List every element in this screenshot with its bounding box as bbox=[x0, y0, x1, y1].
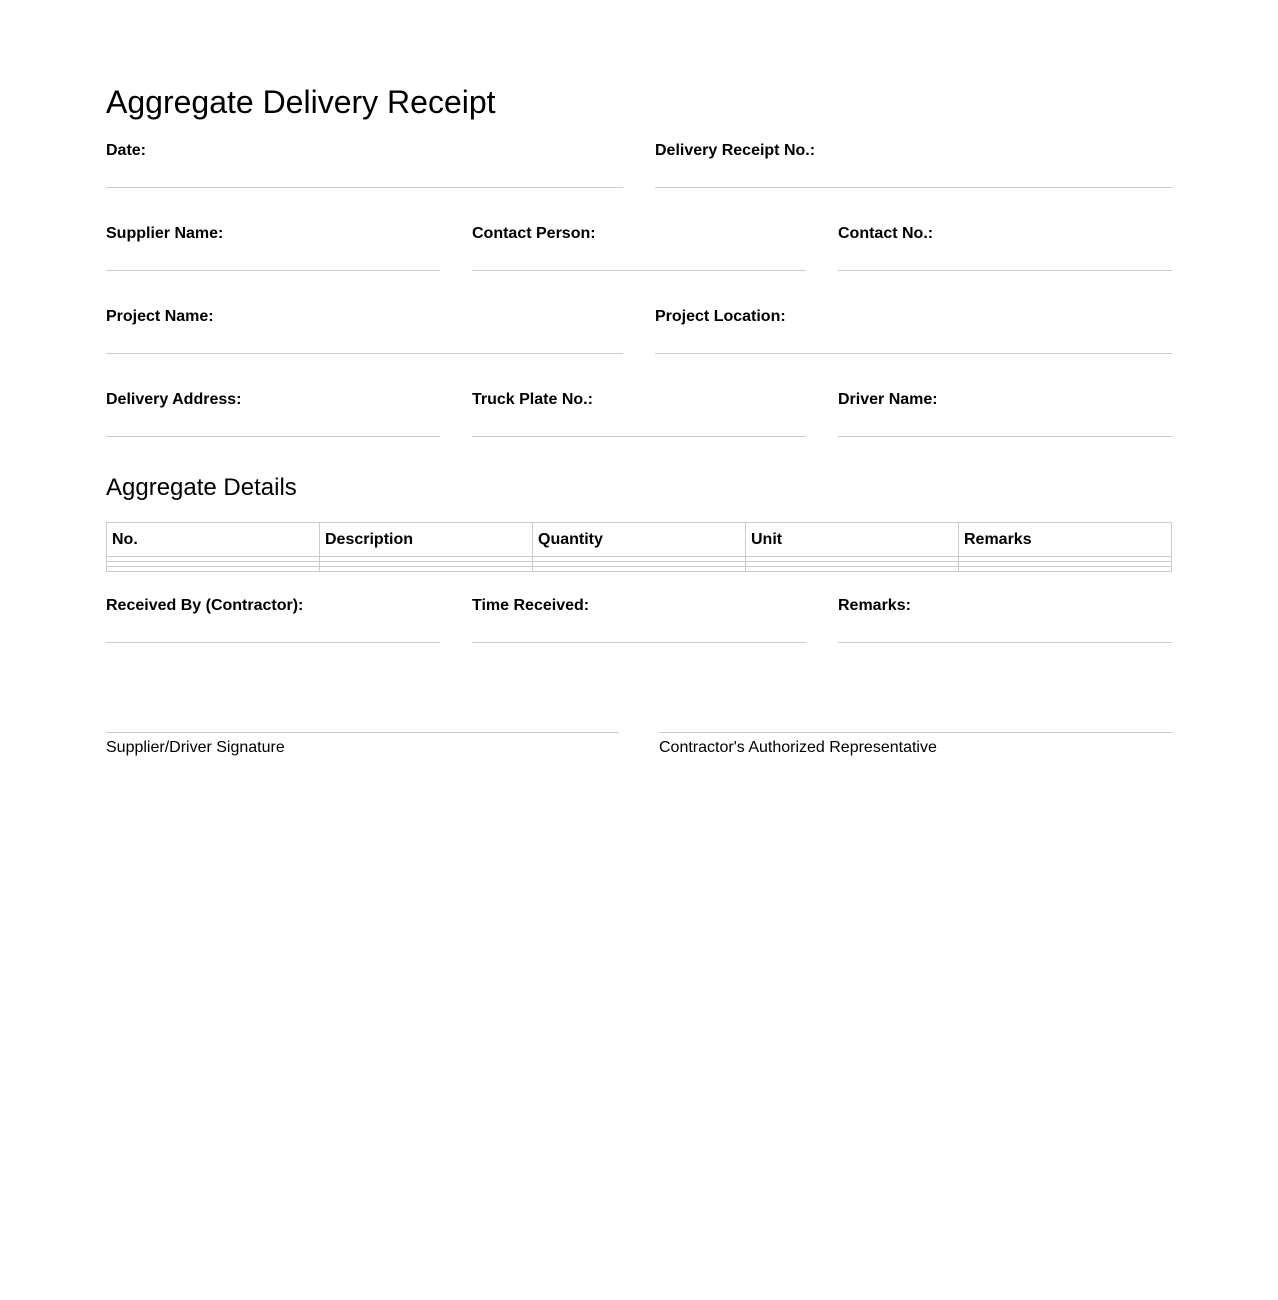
details-heading: Aggregate Details bbox=[106, 474, 297, 501]
project-location-input[interactable] bbox=[655, 330, 1172, 352]
driver-name-field bbox=[838, 391, 1172, 439]
supplier-name-input[interactable] bbox=[106, 247, 440, 269]
row-date-receipt bbox=[106, 142, 1172, 190]
received-by-input[interactable] bbox=[106, 619, 440, 641]
remarks-label: Remarks: bbox=[838, 597, 911, 614]
time-received-underline bbox=[472, 642, 806, 643]
receipt-no-underline bbox=[655, 187, 1172, 188]
column-header-no: No. bbox=[107, 523, 320, 557]
column-header-description: Description bbox=[320, 523, 533, 557]
delivery-address-input[interactable] bbox=[106, 413, 440, 435]
project-name-input[interactable] bbox=[106, 330, 623, 352]
table-row bbox=[107, 567, 1172, 572]
contact-no-field bbox=[838, 225, 1172, 273]
column-header-remarks: Remarks bbox=[959, 523, 1172, 557]
driver-name-input[interactable] bbox=[838, 413, 1172, 435]
delivery-address-underline bbox=[106, 436, 440, 437]
row-project bbox=[106, 308, 1172, 356]
delivery-address-field bbox=[106, 391, 440, 439]
date-field bbox=[106, 142, 623, 190]
receipt-no-label: Delivery Receipt No.: bbox=[655, 142, 816, 159]
table-cell[interactable] bbox=[746, 567, 959, 572]
contact-no-input[interactable] bbox=[838, 247, 1172, 269]
contact-person-field bbox=[472, 225, 806, 273]
table-cell[interactable] bbox=[107, 567, 320, 572]
supplier-name-label: Supplier Name: bbox=[106, 225, 224, 242]
row-delivery bbox=[106, 391, 1172, 439]
receipt-no-field bbox=[655, 142, 1172, 190]
row-receipt bbox=[106, 597, 1172, 645]
column-header-unit: Unit bbox=[746, 523, 959, 557]
supplier-name-underline bbox=[106, 270, 440, 271]
table-cell[interactable] bbox=[320, 567, 533, 572]
supplier-signature-line: Supplier/Driver Signature bbox=[106, 732, 619, 757]
project-location-label: Project Location: bbox=[655, 308, 786, 325]
project-name-label: Project Name: bbox=[106, 308, 214, 325]
contact-no-label: Contact No.: bbox=[838, 225, 934, 242]
delivery-address-label: Delivery Address: bbox=[106, 391, 242, 408]
row-supplier bbox=[106, 225, 1172, 273]
contractor-signature-line: Contractor's Authorized Representative bbox=[659, 732, 1172, 757]
date-input[interactable] bbox=[106, 164, 623, 186]
table-cell[interactable] bbox=[959, 567, 1172, 572]
truck-plate-label: Truck Plate No.: bbox=[472, 391, 593, 408]
contact-person-label: Contact Person: bbox=[472, 225, 596, 242]
remarks-input[interactable] bbox=[838, 619, 1172, 641]
remarks-underline bbox=[838, 642, 1172, 643]
truck-plate-underline bbox=[472, 436, 806, 437]
signature-section bbox=[106, 732, 1172, 757]
contact-person-input[interactable] bbox=[472, 247, 806, 269]
time-received-field bbox=[472, 597, 806, 645]
supplier-name-field bbox=[106, 225, 440, 273]
received-by-field bbox=[106, 597, 440, 645]
table-cell[interactable] bbox=[533, 567, 746, 572]
contact-person-underline bbox=[472, 270, 806, 271]
project-name-underline bbox=[106, 353, 623, 354]
truck-plate-field bbox=[472, 391, 806, 439]
date-underline bbox=[106, 187, 623, 188]
receipt-no-input[interactable] bbox=[655, 164, 1172, 186]
time-received-label: Time Received: bbox=[472, 597, 590, 614]
truck-plate-input[interactable] bbox=[472, 413, 806, 435]
remarks-field bbox=[838, 597, 1172, 645]
page-title: Aggregate Delivery Receipt bbox=[106, 84, 496, 120]
received-by-label: Received By (Contractor): bbox=[106, 597, 304, 614]
table-header-row bbox=[107, 523, 1172, 557]
driver-name-underline bbox=[838, 436, 1172, 437]
driver-name-label: Driver Name: bbox=[838, 391, 938, 408]
contact-no-underline bbox=[838, 270, 1172, 271]
aggregate-details-table bbox=[106, 522, 1172, 572]
project-location-field bbox=[655, 308, 1172, 356]
date-label: Date: bbox=[106, 142, 147, 159]
project-name-field bbox=[106, 308, 623, 356]
time-received-input[interactable] bbox=[472, 619, 806, 641]
received-by-underline bbox=[106, 642, 440, 643]
column-header-quantity: Quantity bbox=[533, 523, 746, 557]
project-location-underline bbox=[655, 353, 1172, 354]
